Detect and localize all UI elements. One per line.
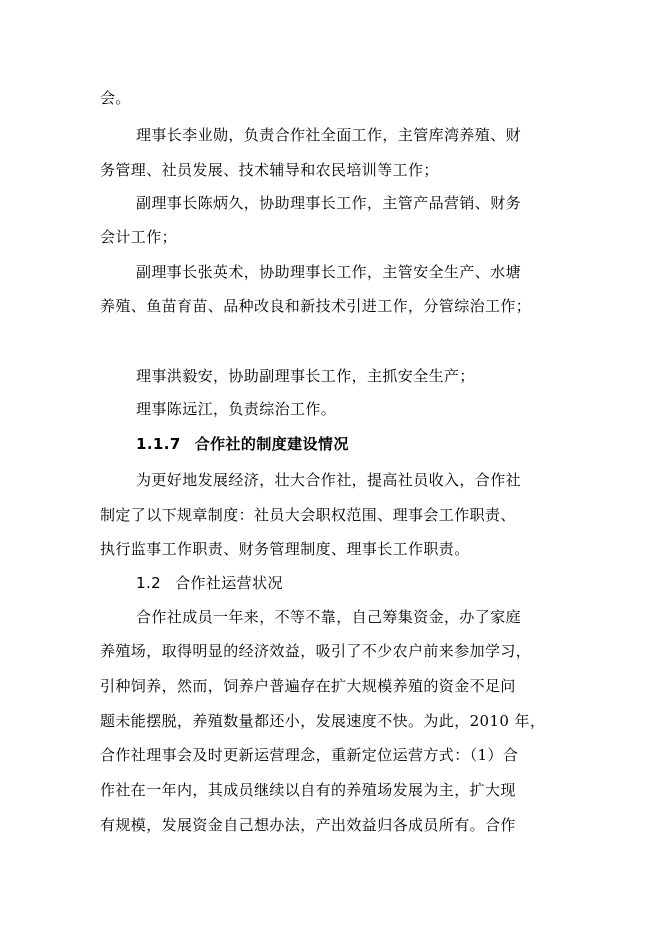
text-line: 副理事长张英术，协助理事长工作，主管安全生产、水塘 [136, 263, 522, 281]
text-line: 为更好地发展经济，壮大合作社，提高社员收入，合作社 [136, 471, 522, 489]
text-line: 副理事长陈炳久，协助理事长工作，主管产品营销、财务 [136, 194, 522, 212]
heading-title: 合作社运营状况 [175, 574, 283, 592]
text-line: 理事陈远江，负责综治工作。 [136, 400, 337, 418]
text-line: 务管理、社员发展、技术辅导和农民培训等工作； [100, 161, 439, 179]
text-line: 制定了以下规章制度：社员大会职权范围、理事会工作职责、 [100, 506, 516, 524]
text-line: 会计工作； [100, 228, 178, 246]
text-line: 执行监事工作职责、财务管理制度、理事长工作职责。 [100, 540, 470, 558]
text-line: 理事长李业勋，负责合作社全面工作，主管库湾养殖、财 [136, 126, 522, 144]
text-line: 理事洪毅安，协助副理事长工作，主抓安全生产； [136, 367, 475, 385]
section-heading-1-2 [136, 573, 283, 593]
text-line: 会。 [100, 89, 131, 107]
text-line: 养殖、鱼苗育苗、品种改良和新技术引进工作，分管综治工作； [100, 297, 532, 315]
text-line: 合作社理事会及时更新运营理念，重新定位运营方式：（1）合 [100, 746, 519, 764]
section-heading-1-1-7 [136, 434, 349, 454]
text-line: 作社在一年内，其成员继续以自有的养殖场发展为主，扩大现 [100, 781, 516, 799]
heading-number: 1.2 [136, 574, 162, 592]
text-line: 有规模，发展资金自己想办法，产出效益归各成员所有。合作 [100, 816, 516, 834]
text-line: 题未能摆脱，养殖数量都还小，发展速度不快。为此，2010 年， [100, 712, 546, 730]
text-line: 合作社成员一年来，不等不靠，自己筹集资金，办了家庭 [136, 608, 522, 626]
text-line: 引种饲养，然而，饲养户普遍存在扩大规模养殖的资金不足问 [100, 677, 516, 695]
heading-number: 1.1.7 [136, 435, 181, 453]
text-line: 养殖场，取得明显的经济效益，吸引了不少农户前来参加学习， [100, 642, 532, 660]
heading-title: 合作社的制度建设情况 [194, 435, 349, 453]
